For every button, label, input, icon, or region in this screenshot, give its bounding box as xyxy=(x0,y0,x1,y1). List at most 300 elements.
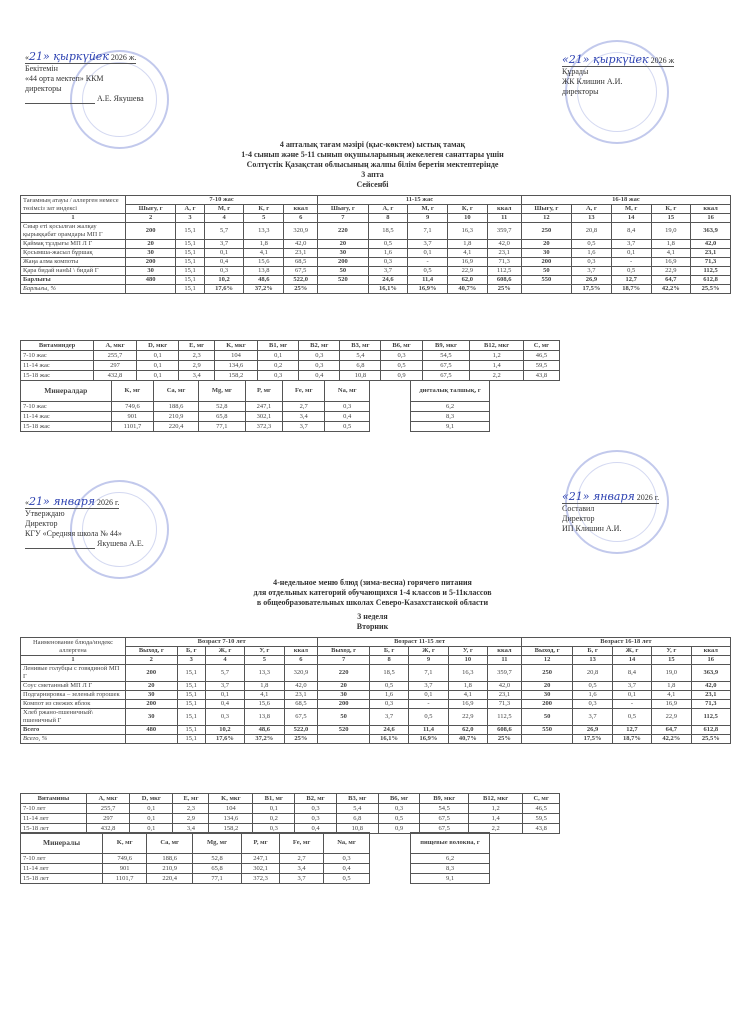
menu-cell: 200 xyxy=(126,223,176,240)
menu-cell: 13,8 xyxy=(244,267,284,276)
menu-cell: - xyxy=(611,258,651,267)
menu-cell: 20 xyxy=(318,240,368,249)
menu-cell: 3,7 xyxy=(572,267,612,276)
vitamin-value: 0,3 xyxy=(378,804,420,814)
menu-cell: 42,0 xyxy=(691,240,731,249)
column-number: 4 xyxy=(205,656,244,665)
menu-cell: 0,4 xyxy=(205,700,244,709)
total-cell: 550 xyxy=(521,276,571,285)
vitamin-value: 2,2 xyxy=(468,824,522,834)
mineral-value: 247,1 xyxy=(245,402,282,412)
percent-cell xyxy=(318,285,368,294)
vitamin-value: 0,1 xyxy=(136,371,179,381)
menu-cell: 16,3 xyxy=(448,665,487,682)
mineral-value: 77,1 xyxy=(193,874,242,884)
menu-cell: 1,6 xyxy=(368,249,408,258)
vitamin-column-header: K, мкг xyxy=(214,341,257,351)
vitamin-value: 432,8 xyxy=(94,371,137,381)
menu-cell: 1,8 xyxy=(244,240,284,249)
menu-cell: 3,7 xyxy=(205,682,244,691)
column-number: 3 xyxy=(176,214,204,223)
menu-cell: 4,1 xyxy=(651,249,691,258)
fiber-value: 8,3 xyxy=(411,412,490,422)
vitamin-value: 2,3 xyxy=(179,351,214,361)
column-header: У, г xyxy=(652,647,691,656)
percent-cell: 17,5% xyxy=(572,285,612,294)
menu-cell: 200 xyxy=(126,700,178,709)
mineral-value: 210,9 xyxy=(154,412,199,422)
vitamin-column-header: B1, мг xyxy=(253,794,295,804)
menu-cell: 0,1 xyxy=(204,249,244,258)
menu-cell: 15,1 xyxy=(177,682,205,691)
menu-cell: 0,1 xyxy=(409,691,448,700)
column-number: 16 xyxy=(691,656,730,665)
column-number: 14 xyxy=(611,214,651,223)
column-header: У, г xyxy=(448,647,487,656)
menu-cell: 1,8 xyxy=(651,240,691,249)
mineral-value: 1101,7 xyxy=(103,874,147,884)
total-label: Всего xyxy=(21,726,126,735)
menu-cell: 0,5 xyxy=(368,240,408,249)
vitamin-value: 0,5 xyxy=(381,361,422,371)
age-label: 11-14 жас xyxy=(21,412,112,422)
age-group-header: 16-18 жас xyxy=(521,196,730,205)
menu-cell: 19,0 xyxy=(652,665,691,682)
menu-cell: 0,1 xyxy=(611,249,651,258)
approval-block-left xyxy=(25,497,185,549)
percent-row xyxy=(21,285,731,294)
menu-cell: 42,0 xyxy=(691,682,730,691)
menu-cell: 20 xyxy=(126,682,178,691)
approval-date: «21» қыркүйек 2026 ж xyxy=(562,53,675,66)
menu-cell: 23,1 xyxy=(691,249,731,258)
percent-cell xyxy=(318,735,370,744)
vitamin-column-header: B3, мг xyxy=(336,794,378,804)
menu-cell: 18,5 xyxy=(369,665,408,682)
menu-cell: 50 xyxy=(521,267,571,276)
vitamin-value: 0,3 xyxy=(299,361,340,371)
approval-line: Директор xyxy=(562,514,595,523)
column-header: А, г xyxy=(368,205,408,214)
menu-cell: 15,1 xyxy=(177,691,205,700)
dish-name: Қосымша-жасыл бұршақ xyxy=(21,249,126,258)
menu-cell: 30 xyxy=(521,249,571,258)
column-header: Ж, г xyxy=(612,647,651,656)
vitamin-column-header: B9, мкг xyxy=(422,341,470,351)
mineral-value: 220,4 xyxy=(147,874,193,884)
menu-cell: 0,1 xyxy=(205,691,244,700)
menu-cell: 20 xyxy=(126,240,176,249)
column-number: 4 xyxy=(204,214,244,223)
menu-cell: 1,8 xyxy=(652,682,691,691)
column-header: М, г xyxy=(408,205,448,214)
signer-name: А.Е. Якушева xyxy=(97,94,144,103)
column-header: Ж, г xyxy=(409,647,448,656)
menu-cell: 16,9 xyxy=(652,700,691,709)
column-number: 13 xyxy=(573,656,612,665)
menu-cell: 23,1 xyxy=(691,691,730,700)
percent-cell: 42,2% xyxy=(652,735,691,744)
total-cell: 10,2 xyxy=(205,726,244,735)
vitamin-column-header: B6, мг xyxy=(381,341,422,351)
menu-cell: 23,1 xyxy=(284,691,318,700)
menu-cell: 7,1 xyxy=(408,223,448,240)
menu-cell: 220 xyxy=(318,223,368,240)
percent-cell xyxy=(126,285,176,294)
mineral-value: 0,4 xyxy=(325,412,370,422)
age-label: 15-18 жас xyxy=(21,371,94,381)
column-header: А, г xyxy=(176,205,204,214)
menu-cell: - xyxy=(409,700,448,709)
percent-cell: 40,7% xyxy=(448,735,487,744)
menu-cell: 42,0 xyxy=(488,682,522,691)
menu-cell: - xyxy=(612,700,651,709)
column-number: 13 xyxy=(572,214,612,223)
vitamin-value: 59,5 xyxy=(523,361,559,371)
percent-cell: 17,6% xyxy=(204,285,244,294)
age-group-header: Возраст 11-15 лет xyxy=(318,638,522,647)
menu-cell: 42,0 xyxy=(487,240,521,249)
menu-cell: 20,8 xyxy=(572,223,612,240)
menu-cell: 0,5 xyxy=(408,267,448,276)
menu-cell: 200 xyxy=(126,258,176,267)
vitamin-value: 2,9 xyxy=(179,361,214,371)
menu-table xyxy=(20,637,731,744)
total-cell: 24,6 xyxy=(368,276,408,285)
column-header: Выход, г xyxy=(318,647,370,656)
vitamin-value: 0,4 xyxy=(299,371,340,381)
vitamin-value: 255,7 xyxy=(94,351,137,361)
mineral-column-header: Mg, мг xyxy=(198,381,245,402)
menu-cell: 1,8 xyxy=(245,682,284,691)
column-header: К, г xyxy=(244,205,284,214)
mineral-value: 2,7 xyxy=(280,854,324,864)
vitamin-column-header: B2, мг xyxy=(295,794,337,804)
vitamin-value: 0,2 xyxy=(258,361,299,371)
mineral-column-header: P, мг xyxy=(241,833,279,854)
vitamin-value: 158,2 xyxy=(209,824,253,834)
mineral-column-header: K, мг xyxy=(103,833,147,854)
vitamin-value: 0,3 xyxy=(258,371,299,381)
column-header: Б, г xyxy=(573,647,612,656)
dish-name: Жаңа алма компоты xyxy=(21,258,126,267)
mineral-value: 247,1 xyxy=(241,854,279,864)
mineral-column-header: Na, мг xyxy=(324,833,370,854)
vitamin-value: 5,4 xyxy=(336,804,378,814)
fiber-header: диеталық талшық, г xyxy=(411,381,490,402)
column-header: Б, г xyxy=(177,647,205,656)
menu-cell: 16,9 xyxy=(448,700,487,709)
mineral-value: 3,7 xyxy=(282,422,324,432)
menu-cell: 4,1 xyxy=(447,249,487,258)
vitamin-value: 46,5 xyxy=(523,351,559,361)
approval-line: КГУ «Средняя школа № 44» xyxy=(25,529,122,538)
menu-cell: 0,3 xyxy=(573,700,612,709)
age-label: 7-10 жас xyxy=(21,351,94,361)
menu-cell: 3,7 xyxy=(369,709,408,726)
vitamin-value: 59,5 xyxy=(523,814,560,824)
menu-cell: 18,5 xyxy=(368,223,408,240)
menu-cell: 13,3 xyxy=(244,223,284,240)
menu-cell: 68,5 xyxy=(284,258,318,267)
mineral-value: 3,7 xyxy=(280,874,324,884)
column-number: 2 xyxy=(126,214,176,223)
document-title: 4 апталық тағам мәзірі (қыс-көктем) ыстық тамақ 1-4 сынып және 5-11 сынып оқушыларының жекелеген санаттары үшін Солтүстік Қазақстан облысының жалпы білім беретін мектептерінде 3 апта Сейсенбі xyxy=(241,140,504,189)
vitamin-value: 5,4 xyxy=(340,351,381,361)
column-number: 14 xyxy=(612,656,651,665)
vitamin-column-header: A, мкг xyxy=(94,341,137,351)
menu-cell: 4,1 xyxy=(244,249,284,258)
vitamin-value: 1,2 xyxy=(470,351,524,361)
menu-cell: 71,3 xyxy=(691,258,731,267)
menu-cell: 0,4 xyxy=(204,258,244,267)
mineral-column-header: Ca, мг xyxy=(154,381,199,402)
menu-cell: 50 xyxy=(521,709,573,726)
vitamin-column-header: D, мкг xyxy=(130,794,173,804)
age-label: 15-18 лет xyxy=(21,824,87,834)
column-header: М, г xyxy=(611,205,651,214)
vitamin-value: 0,3 xyxy=(295,804,337,814)
vitamin-column-header: E, мг xyxy=(179,341,214,351)
dish-name: Соус сметанный МП Л Г xyxy=(21,682,126,691)
menu-cell: 15,6 xyxy=(245,700,284,709)
mineral-value: 0,3 xyxy=(324,854,370,864)
column-number: 12 xyxy=(521,656,573,665)
menu-cell: 250 xyxy=(521,665,573,682)
menu-row xyxy=(21,258,731,267)
total-cell: 26,9 xyxy=(572,276,612,285)
vitamins-header: Витамины xyxy=(21,794,87,804)
mineral-value: 901 xyxy=(103,864,147,874)
menu-cell: 3,7 xyxy=(611,240,651,249)
menu-cell: 1,8 xyxy=(447,240,487,249)
percent-cell: 16,1% xyxy=(369,735,408,744)
fiber-value: 9,1 xyxy=(411,422,490,432)
vitamin-value: 0,1 xyxy=(130,804,173,814)
mineral-column-header: Mg, мг xyxy=(193,833,242,854)
vitamin-value: 2,3 xyxy=(173,804,209,814)
vitamins-header: Витаминдер xyxy=(21,341,94,351)
menu-cell: 1,6 xyxy=(572,249,612,258)
approval-block-right xyxy=(562,55,722,97)
menu-cell: 0,3 xyxy=(204,267,244,276)
vitamin-value: 3,4 xyxy=(179,371,214,381)
dish-name: Компот из свежих яблок xyxy=(21,700,126,709)
column-header: Выход, г xyxy=(521,647,573,656)
minerals-table xyxy=(20,832,370,884)
mineral-column-header: P, мг xyxy=(245,381,282,402)
vitamin-column-header: B6, мг xyxy=(378,794,420,804)
vitamin-value: 0,1 xyxy=(136,351,179,361)
mineral-value: 302,1 xyxy=(245,412,282,422)
total-row xyxy=(21,726,731,735)
menu-row xyxy=(21,267,731,276)
mineral-column-header: Ca, мг xyxy=(147,833,193,854)
dish-name: Сиыр еті қосылған жалқау қырыққабат орамдары МП Г xyxy=(21,223,126,240)
menu-cell: 50 xyxy=(318,267,368,276)
document-title: 4-недельное меню блюд (зима-весна) горячего питания для отдельных категорий обучающихся 1-4 классов и 5-11классов в общеобразовательных школах Северо-Казахстанской области 3 неделя Вторник xyxy=(253,578,492,631)
mineral-value: 1101,7 xyxy=(111,422,154,432)
mineral-value: 3,4 xyxy=(282,412,324,422)
approval-line: директоры xyxy=(25,84,62,93)
mineral-value: 0,4 xyxy=(324,864,370,874)
age-label: 11-14 лет xyxy=(21,864,103,874)
mineral-value: 52,8 xyxy=(193,854,242,864)
menu-cell: 5,7 xyxy=(205,665,244,682)
menu-cell: 7,1 xyxy=(409,665,448,682)
mineral-value: 0,5 xyxy=(325,422,370,432)
dish-name: Қара бидай нанЫ \ бидай Г xyxy=(21,267,126,276)
vitamin-column-header: B12, мкг xyxy=(470,341,524,351)
mineral-value: 372,3 xyxy=(241,874,279,884)
percent-cell: 37,2% xyxy=(244,285,284,294)
percent-cell: 18,7% xyxy=(612,735,651,744)
column-number: 7 xyxy=(318,214,368,223)
menu-cell: 16,9 xyxy=(447,258,487,267)
menu-cell: 4,1 xyxy=(448,691,487,700)
total-cell: 522,0 xyxy=(284,276,318,285)
approval-line: директоры xyxy=(562,87,599,96)
approval-line: Бекітемін xyxy=(25,64,58,73)
menu-cell: 4,1 xyxy=(245,691,284,700)
vitamin-value: 134,6 xyxy=(209,814,253,824)
total-cell: 62,0 xyxy=(447,276,487,285)
vitamin-column-header: B1, мг xyxy=(258,341,299,351)
age-label: 7-10 лет xyxy=(21,854,103,864)
approval-date: «21» января 2026 г. xyxy=(562,490,660,503)
menu-cell: 320,9 xyxy=(284,223,318,240)
vitamin-value: 0,3 xyxy=(299,351,340,361)
vitamin-column-header: E, мг xyxy=(173,794,209,804)
mineral-column-header: Fe, мг xyxy=(280,833,324,854)
column-number: 16 xyxy=(691,214,731,223)
column-header: А, г xyxy=(572,205,612,214)
mineral-value: 2,7 xyxy=(282,402,324,412)
total-cell: 520 xyxy=(318,726,370,735)
menu-row xyxy=(21,691,731,700)
total-cell: 62,0 xyxy=(448,726,487,735)
approval-line: Құрады xyxy=(562,67,589,76)
percent-cell: 16,9% xyxy=(409,735,448,744)
menu-cell: 0,5 xyxy=(612,709,651,726)
menu-cell: 20 xyxy=(521,240,571,249)
menu-cell: 30 xyxy=(126,249,176,258)
vitamin-value: 43,8 xyxy=(523,371,559,381)
menu-cell: 320,9 xyxy=(284,665,318,682)
percent-cell xyxy=(521,285,571,294)
menu-cell: 0,1 xyxy=(408,249,448,258)
percent-cell: 18,7% xyxy=(611,285,651,294)
menu-cell: 3,7 xyxy=(368,267,408,276)
mineral-column-header: K, мг xyxy=(111,381,154,402)
total-label: Барлығы xyxy=(21,276,126,285)
percent-cell: 15,1 xyxy=(176,285,204,294)
total-cell: 550 xyxy=(521,726,573,735)
column-header: ккал xyxy=(488,647,522,656)
menu-cell: 68,5 xyxy=(284,700,318,709)
menu-cell: 250 xyxy=(521,223,571,240)
fiber-table xyxy=(410,380,490,432)
vitamin-value: 3,4 xyxy=(173,824,209,834)
menu-cell: 13,3 xyxy=(245,665,284,682)
menu-cell: 200 xyxy=(521,258,571,267)
total-cell: 15,1 xyxy=(177,726,205,735)
mineral-value: 3,4 xyxy=(280,864,324,874)
menu-row xyxy=(21,223,731,240)
menu-cell: 20 xyxy=(521,682,573,691)
column-number: 11 xyxy=(487,214,521,223)
vitamin-column-header: K, мкг xyxy=(209,794,253,804)
mineral-value: 302,1 xyxy=(241,864,279,874)
vitamin-value: 134,6 xyxy=(214,361,257,371)
menu-cell: 67,5 xyxy=(284,709,318,726)
menu-cell: 13,8 xyxy=(245,709,284,726)
menu-cell: 22,9 xyxy=(447,267,487,276)
column-number: 3 xyxy=(177,656,205,665)
vitamin-value: 10,8 xyxy=(336,824,378,834)
column-number: 6 xyxy=(284,214,318,223)
fiber-value: 9,1 xyxy=(411,874,490,884)
total-cell: 520 xyxy=(318,276,368,285)
approval-line: ИП Клишин А.И. xyxy=(562,524,622,533)
percent-cell: 40,7% xyxy=(447,285,487,294)
menu-cell: 1,6 xyxy=(369,691,408,700)
menu-cell: 3,7 xyxy=(408,240,448,249)
menu-cell: 19,0 xyxy=(651,223,691,240)
column-number: 15 xyxy=(652,656,691,665)
percent-label: Всего, % xyxy=(21,735,126,744)
menu-cell: 30 xyxy=(126,709,178,726)
menu-cell: 4,1 xyxy=(652,691,691,700)
menu-cell: 15,1 xyxy=(176,258,204,267)
menu-cell: 200 xyxy=(318,258,368,267)
menu-cell: 200 xyxy=(126,665,178,682)
vitamin-value: 1,2 xyxy=(468,804,522,814)
vitamin-value: 0,3 xyxy=(381,351,422,361)
menu-row xyxy=(21,700,731,709)
menu-cell: 22,9 xyxy=(448,709,487,726)
vitamin-value: 2,9 xyxy=(173,814,209,824)
menu-row xyxy=(21,709,731,726)
percent-cell: 17,5% xyxy=(573,735,612,744)
vitamins-table xyxy=(20,340,560,381)
menu-row xyxy=(21,249,731,258)
dish-name: Хлеб ржано-пшеничный\ пшеничный Г xyxy=(21,709,126,726)
dish-name: Ленивые голубцы с говядиной МП Г xyxy=(21,665,126,682)
menu-cell: 23,1 xyxy=(488,691,522,700)
menu-cell: 112,5 xyxy=(487,267,521,276)
mineral-value: 0,3 xyxy=(325,402,370,412)
vitamin-value: 297 xyxy=(94,361,137,371)
total-cell: 608,6 xyxy=(487,276,521,285)
menu-cell: 112,5 xyxy=(488,709,522,726)
vitamin-value: 1,4 xyxy=(468,814,522,824)
menu-cell: 0,3 xyxy=(572,258,612,267)
column-header: Шығу, г xyxy=(318,205,368,214)
total-cell: 480 xyxy=(126,276,176,285)
column-number: 1 xyxy=(21,214,126,223)
vitamin-column-header: D, мкг xyxy=(136,341,179,351)
menu-cell: 22,9 xyxy=(651,267,691,276)
vitamin-value: 0,9 xyxy=(378,824,420,834)
menu-cell: 50 xyxy=(318,709,370,726)
column-number: 10 xyxy=(448,656,487,665)
signature-line xyxy=(25,540,95,549)
vitamin-value: 6,8 xyxy=(340,361,381,371)
column-header: К, г xyxy=(447,205,487,214)
vitamin-value: 255,7 xyxy=(86,804,129,814)
column-number: 2 xyxy=(126,656,178,665)
